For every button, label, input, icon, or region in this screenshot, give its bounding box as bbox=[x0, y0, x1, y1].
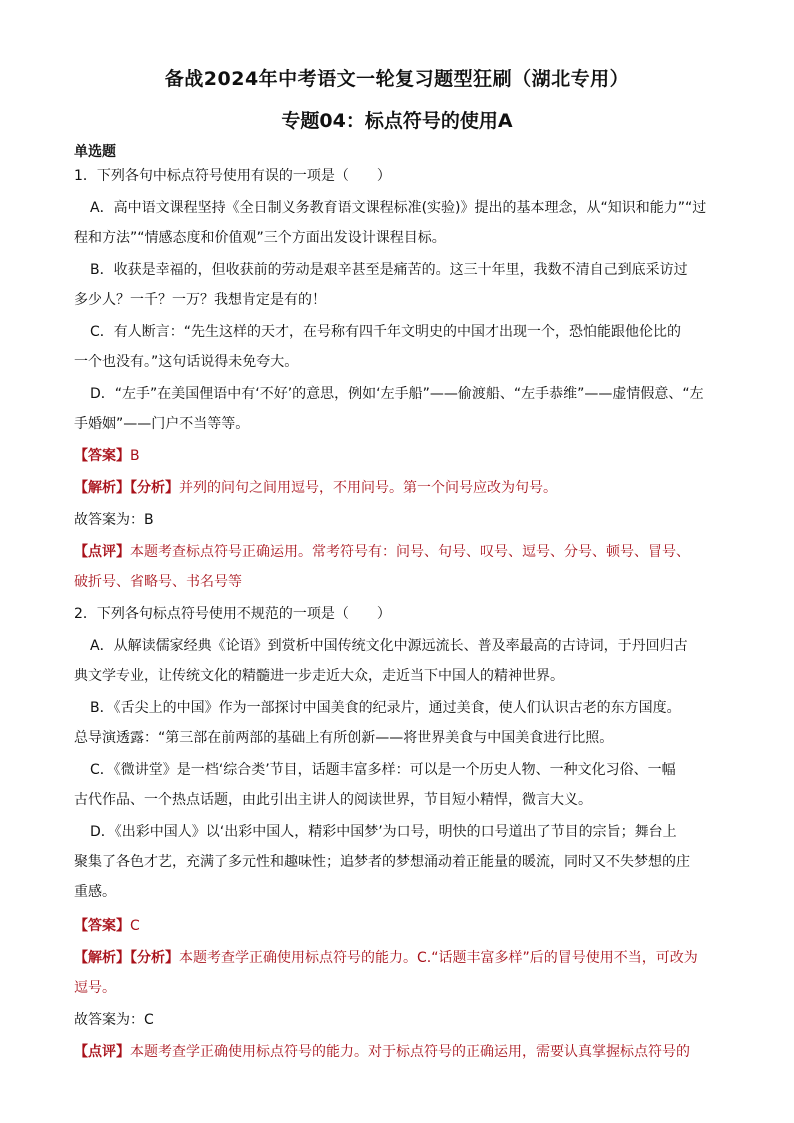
q2-comment bbox=[74, 1043, 690, 1061]
analysis-text: 并列的问句之间用逗号，不用问号。第一个问号应改为句号。 bbox=[179, 480, 557, 496]
q1-option-a-line1: A．高中语文课程坚持《全日制义务教育语文课程标准(实验)》提出的基本理念，从“知识和能力”“过 bbox=[90, 200, 707, 216]
answer-value: C bbox=[130, 918, 140, 934]
q2-analysis-line2: 逗号。 bbox=[74, 980, 116, 996]
q2-option-d-line1: D．《出彩中国人》以‘出彩中国人，精彩中国梦’为口号，明快的口号道出了节目的宗旨；舞台上 bbox=[90, 824, 677, 840]
q1-final-answer: 故答案为：B bbox=[74, 512, 154, 528]
q1-option-a-line2: 程和方法”“情感态度和价值观”三个方面出发设计课程目标。 bbox=[74, 230, 446, 246]
q2-option-a-line1: A．从解读儒家经典《论语》到赏析中国传统文化中源远流长、普及率最高的古诗词，于丹回归古 bbox=[90, 638, 688, 654]
q1-analysis bbox=[74, 479, 557, 497]
q1-option-c-line1: C．有人断言：“先生这样的天才，在号称有四千年文明史的中国才出现一个，恐怕能跟他伦比的 bbox=[90, 324, 682, 340]
q2-analysis bbox=[74, 949, 698, 967]
q2-option-c-line1: C．《微讲堂》是一档‘综合类’节目，话题丰富多样：可以是一个历史人物、一种文化习俗、一幅 bbox=[90, 762, 676, 778]
q2-option-b-line2: 总导演透露：“第三部在前两部的基础上有所创新——将世界美食与中国美食进行比照。 bbox=[74, 730, 614, 746]
analysis-text: 本题考查学正确使用标点符号的能力。C.“话题丰富多样”后的冒号使用不当，可改为 bbox=[179, 950, 698, 966]
q2-option-a-line2: 典文学专业，让传统文化的精髓进一步走近大众，走近当下中国人的精神世界。 bbox=[74, 668, 564, 684]
comment-tag: 【点评】 bbox=[74, 1044, 130, 1060]
q1-answer bbox=[74, 447, 140, 465]
q2-stem: 2．下列各句标点符号使用不规范的一项是（ ） bbox=[74, 606, 391, 622]
q1-option-b-line2: 多少人？一千？一万？我想肯定是有的！ bbox=[74, 292, 326, 308]
q1-option-d-line1: D．“左手”在美国俚语中有‘不好’的意思，例如‘左手船”——偷渡船、“左手恭维”——虚情假意、“左 bbox=[90, 386, 704, 402]
q2-answer bbox=[74, 917, 140, 935]
answer-tag: 【答案】 bbox=[74, 918, 130, 934]
comment-text: 本题考查学正确使用标点符号的能力。对于标点符号的正确运用，需要认真掌握标点符号的 bbox=[130, 1044, 690, 1060]
q2-option-d-line2: 聚集了各色才艺，充满了多元性和趣味性；追梦者的梦想涌动着正能量的暖流，同时又不失梦想的庄 bbox=[74, 854, 690, 870]
q2-option-b-line1: B．《舌尖上的中国》作为一部探讨中国美食的纪录片，通过美食，使人们认识古老的东方国度。 bbox=[90, 700, 681, 716]
answer-tag: 【答案】 bbox=[74, 448, 130, 464]
analysis-tag: 【解析】【分析】 bbox=[74, 480, 179, 496]
document-title: 备战2024年中考语文一轮复习题型狂刷（湖北专用） bbox=[164, 68, 630, 90]
q1-stem: 1．下列各句中标点符号使用有误的一项是（ ） bbox=[74, 168, 391, 184]
section-label: 单选题 bbox=[74, 144, 116, 160]
q2-final-answer: 故答案为：C bbox=[74, 1012, 154, 1028]
q2-option-d-line3: 重感。 bbox=[74, 884, 116, 900]
q1-option-c-line2: 一个也没有。”这句话说得未免夸大。 bbox=[74, 354, 299, 370]
q1-comment bbox=[74, 543, 690, 561]
comment-tag: 【点评】 bbox=[74, 544, 130, 560]
answer-value: B bbox=[130, 448, 140, 464]
document-subtitle: 专题04：标点符号的使用A bbox=[281, 110, 513, 132]
q1-option-d-line2: 手婚姻”——门户不当等等。 bbox=[74, 416, 250, 432]
analysis-tag: 【解析】【分析】 bbox=[74, 950, 179, 966]
comment-text: 本题考查标点符号正确运用。常考符号有：问号、句号、叹号、逗号、分号、顿号、冒号、 bbox=[130, 544, 690, 560]
q1-comment-line2: 破折号、省略号、书名号等 bbox=[74, 574, 242, 590]
q2-option-c-line2: 古代作品、一个热点话题，由此引出主讲人的阅读世界，节目短小精悍，微言大义。 bbox=[74, 792, 592, 808]
q1-option-b-line1: B．收获是幸福的，但收获前的劳动是艰辛甚至是痛苦的。这三十年里，我数不清自己到底采访过 bbox=[90, 262, 688, 278]
